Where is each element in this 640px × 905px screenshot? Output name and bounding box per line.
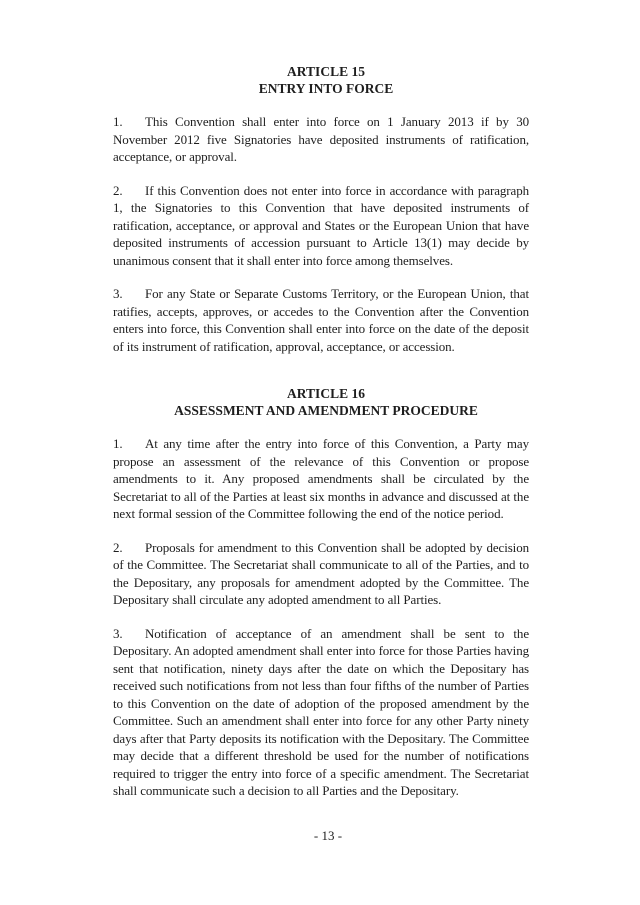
article-16-paragraph-2 bbox=[113, 539, 529, 609]
paragraph-number: 2. bbox=[113, 182, 123, 198]
paragraph-number: 2. bbox=[113, 539, 123, 555]
document-body bbox=[113, 63, 529, 800]
paragraph-text: If this Convention does not enter into force in accordance with paragraph 1, the Signatories to this Convention that have deposited instruments of ratification, acceptance, or approval and States or the European Union that have deposited instruments of accession pursuant to Article 13(1) may decide by unanimous consent that it shall enter into force among themselves. bbox=[113, 182, 529, 268]
article-15-paragraph-3 bbox=[113, 285, 529, 355]
article-16-paragraph-1 bbox=[113, 435, 529, 523]
paragraph-text: For any State or Separate Customs Territory, or the European Union, that ratifies, accepts, approves, or accedes to the Convention after the Convention enters into force, this Convention shall enter into force on the date of the deposit of its instrument of ratification, approval, acceptance, or accession. bbox=[113, 286, 529, 354]
article-15-paragraph-2 bbox=[113, 182, 529, 270]
paragraph-text: This Convention shall enter into force on 1 January 2013 if by 30 November 2012 five Signatories have deposited instruments of ratification, acceptance, or approval. bbox=[113, 114, 529, 164]
article-15-number: ARTICLE 15 bbox=[287, 64, 365, 79]
paragraph-number: 1. bbox=[113, 436, 123, 451]
article-16-section bbox=[113, 385, 529, 800]
paragraph-number: 3. bbox=[113, 625, 123, 641]
paragraph-text: Proposals for amendment to this Convention shall be adopted by decision of the Committee. The Secretariat shall communicate to all of the Parties, and to the Depositary, any proposals for amendment adopted by the Committee. The Depositary shall circulate any adopted amendment to all Parties. bbox=[113, 539, 529, 607]
article-15-section bbox=[113, 63, 529, 355]
paragraph-text: Notification of acceptance of an amendment shall be sent to the Depositary. An adopted amendment shall enter into force for those Parties having sent that notification, ninety days after the date on which the Depositary has received such notifications from not less than four fifths of the number of Parties to this Convention on the date of adoption of the proposed amendment by the Committee. Such an amendment shall enter into force for any other Party ninety days after that Party deposits its notification with the Depositary. The Committee may decide that a different threshold be used for the number of notifications required to trigger the entry into force of a specific amendment. The Secretariat shall communicate such a decision to all Parties and the Depositary. bbox=[113, 625, 529, 798]
paragraph-number: 3. bbox=[113, 286, 123, 301]
page-number: - 13 - bbox=[313, 828, 343, 843]
article-15-title: ENTRY INTO FORCE bbox=[258, 81, 394, 96]
article-16-title: ASSESSMENT AND AMENDMENT PROCEDURE bbox=[174, 403, 478, 418]
paragraph-number: 1. bbox=[113, 114, 123, 129]
paragraph-text: At any time after the entry into force of this Convention, a Party may propose an assessment of the relevance of this Convention or propose amendments to it. Any proposed amendments shall be circulated by the Secretariat to all of the Parties at least six months in advance and discussed at the next formal session of the Committee following the end of the notice period. bbox=[113, 436, 529, 521]
article-16-paragraph-3 bbox=[113, 625, 529, 800]
article-15-paragraph-1 bbox=[113, 113, 529, 166]
article-16-number: ARTICLE 16 bbox=[287, 386, 365, 401]
